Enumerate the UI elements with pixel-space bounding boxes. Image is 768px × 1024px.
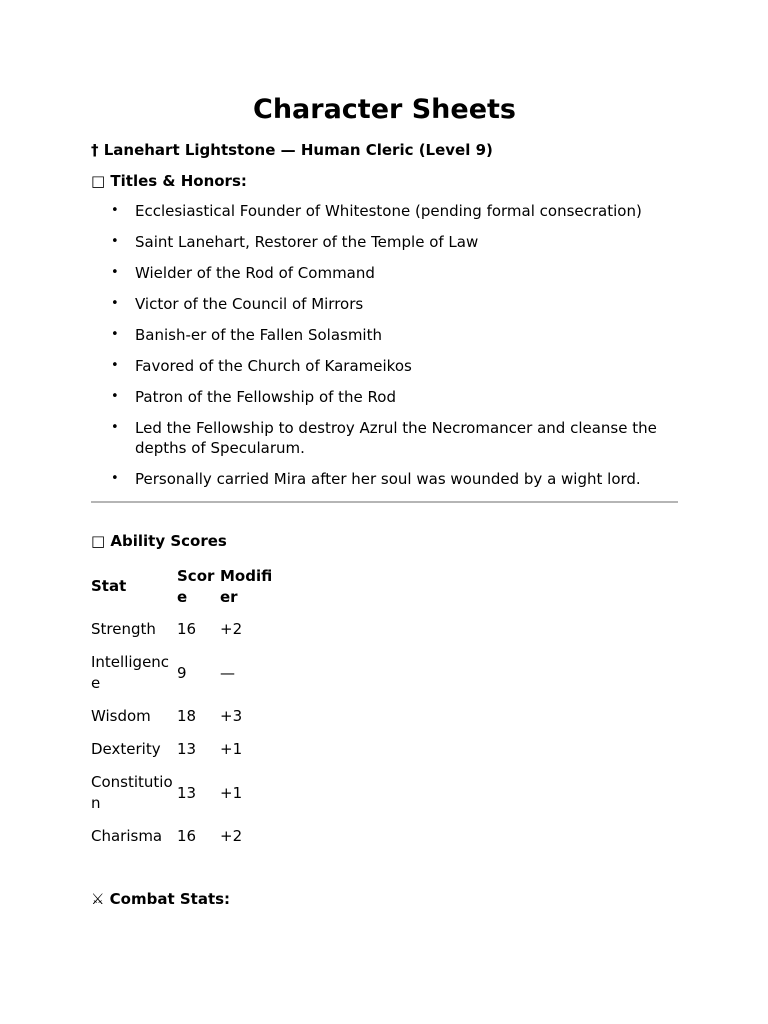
score-cell: 13: [177, 783, 197, 802]
stat-cell: Charisma: [91, 827, 163, 845]
list-item: • Wielder of the Rod of Command: [91, 263, 678, 283]
modifier-cell: —: [220, 663, 235, 682]
modifier-cell: +2: [220, 827, 243, 845]
list-item: • Victor of the Council of Mirrors: [91, 294, 678, 314]
list-item: • Saint Lanehart, Restorer of the Temple of Law: [91, 232, 678, 252]
combat-stats-heading: ⚔ Combat Stats:: [91, 890, 231, 908]
stat-cell: Strength: [91, 620, 156, 638]
ability-scores-heading: □ Ability Scores: [91, 532, 227, 550]
modifier-cell: +1: [220, 740, 243, 758]
score-cell: 9: [177, 663, 187, 682]
titles-heading: □ Titles & Honors:: [91, 172, 247, 190]
score-cell: 13: [177, 740, 197, 758]
stat-cell: Constitution: [91, 773, 173, 812]
table-row: [91, 613, 275, 646]
score-cell: 16: [177, 827, 197, 845]
list-item: • Personally carried Mira after her soul was wounded by a wight lord.: [91, 469, 678, 489]
character-heading: † Lanehart Lightstone — Human Cleric (Level 9): [91, 141, 493, 159]
list-item: • Banish-er of the Fallen Solasmith: [91, 325, 678, 345]
column-header-score: Score: [177, 566, 215, 606]
stat-cell: Intelligence: [91, 653, 170, 692]
column-header-stat: Stat: [91, 577, 127, 595]
table-row: [91, 700, 275, 733]
list-item: • Ecclesiastical Founder of Whitestone (pending formal consecration): [91, 201, 678, 221]
score-cell: 16: [177, 620, 197, 638]
table-row: [91, 766, 275, 820]
stat-cell: Wisdom: [91, 707, 151, 725]
list-item: • Patron of the Fellowship of the Rod: [91, 387, 678, 407]
character-sheet-page: [91, 90, 678, 909]
modifier-cell: +2: [220, 620, 243, 638]
table-row: [91, 820, 275, 853]
table-row: [91, 733, 275, 766]
section-divider: [91, 501, 678, 503]
table-header-row: [91, 560, 275, 613]
modifier-cell: +1: [220, 783, 243, 802]
score-cell: 18: [177, 707, 197, 725]
page-title: Character Sheets: [253, 94, 516, 125]
list-item: • Led the Fellowship to destroy Azrul the Necromancer and cleanse the depths of Specularum.: [91, 418, 678, 458]
modifier-cell: +3: [220, 707, 243, 725]
ability-scores-table: [91, 560, 275, 853]
column-header-modifier: Modifier: [220, 566, 273, 606]
list-item: • Favored of the Church of Karameikos: [91, 356, 678, 376]
honors-list: [91, 201, 678, 489]
table-row: [91, 646, 275, 700]
stat-cell: Dexterity: [91, 740, 161, 758]
